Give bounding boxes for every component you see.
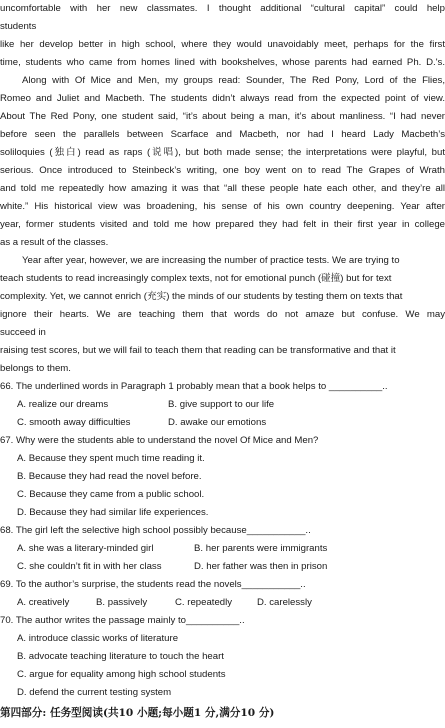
passage-line: white.” His historical view was broadening, his sense of his own country deepening. Year after xyxy=(0,201,445,212)
question-stem: 69. To the author’s surprise, the students read the novels___________.. xyxy=(0,579,306,590)
answer-option: C. argue for equality among high school students xyxy=(17,669,226,680)
answer-option: D. Because they had similar life experiences. xyxy=(17,507,209,518)
passage-line: uncomfortable with her new classmates. I thought additional “cultural capital” could help xyxy=(0,3,445,14)
passage-line: Along with Of Mice and Men, my groups read: Sounder, The Red Pony, Lord of the Flies, xyxy=(22,75,445,86)
passage-line: Romeo and Juliet and Macbeth. The students didn’t always read from the expected point of view. xyxy=(0,93,445,104)
passage-line: as a result of the classes. xyxy=(0,237,109,248)
passage-line: ignore their hearts. We are teaching them that words do not amaze but confuse. We may xyxy=(0,309,445,320)
question-stem: 66. The underlined words in Paragraph 1 probably mean that a book helps to __________.. xyxy=(0,381,388,392)
answer-option: B. Because they had read the novel before. xyxy=(17,471,202,482)
passage-line: Year after year, however, we are increasing the number of practice tests. We are trying to xyxy=(22,255,400,266)
passage-line: belongs to them. xyxy=(0,363,71,374)
answer-option: A. Because they spent much time reading it. xyxy=(17,453,205,464)
answer-option: D. awake our emotions xyxy=(168,417,267,428)
question-stem: 67. Why were the students able to understand the novel Of Mice and Men? xyxy=(0,435,319,446)
answer-option: D. defend the current testing system xyxy=(17,687,172,698)
answer-option: A. she was a literary-minded girl xyxy=(17,543,154,554)
passage-line: complexity. Yet, we cannot enrich (充实) the minds of our students by testing them on texts that xyxy=(0,291,403,302)
answer-option: C. Because they came from a public school. xyxy=(17,489,205,500)
question-stem: 68. The girl left the selective high school possibly because___________.. xyxy=(0,525,311,536)
question-stem: 70. The author writes the passage mainly to__________.. xyxy=(0,615,245,626)
section-heading: 第四部分: 任务型阅读(共10 小题;每小题1 分,满分10 分) xyxy=(0,707,275,719)
answer-option: A. creatively xyxy=(17,597,70,608)
answer-option: C. repeatedly xyxy=(175,597,233,608)
passage-line: and told me repeatedly how amazing it was that “all these people hate each other, and they’re all xyxy=(0,183,445,194)
answer-option: D. carelessly xyxy=(257,597,312,608)
answer-option: B. give support to our life xyxy=(168,399,275,410)
passage-line: before seen the parallels between Scarface and Macbeth, nor had I heard Lady Macbeth’s xyxy=(0,129,445,140)
answer-option: B. her parents were immigrants xyxy=(194,543,328,554)
answer-option: D. her father was then in prison xyxy=(194,561,328,572)
passage-line: About The Red Pony, one student said, “it’s about being a man, it’s about manliness. “I had never xyxy=(0,111,445,122)
answer-option: B. passively xyxy=(96,597,148,608)
passage-line: students xyxy=(0,21,37,32)
answer-option: C. smooth away difficulties xyxy=(17,417,131,428)
answer-option: C. she couldn’t fit in with her class xyxy=(17,561,162,572)
passage-line: soliloquies (独白) read as raps (说唱), but both made sense; the interpretations were playful, but xyxy=(0,147,445,158)
answer-option: B. advocate teaching literature to touch the heart xyxy=(17,651,224,662)
passage-line: succeed in xyxy=(0,327,46,338)
passage-line: time, students who came from homes lined with bookshelves, whose parents had earned Ph. D.'s. xyxy=(0,57,445,68)
passage-line: raising test scores, but we will fail to teach them that reading can be transformative and that it xyxy=(0,345,396,356)
passage-line: serious. Once introduced to Steinbeck’s writing, one boy went on to read The Grapes of Wrath xyxy=(0,165,445,176)
passage-line: like her develop better in high school, where they would unavoidably meet, perhaps for the first xyxy=(0,39,445,50)
answer-option: A. introduce classic works of literature xyxy=(17,633,179,644)
passage-line: teach students to read increasingly complex texts, not for emotional punch (碰撞) but for text xyxy=(0,273,392,284)
answer-option: A. realize our dreams xyxy=(17,399,109,410)
passage-line: year, former students visited and told me how prepared they had felt in their first year in college xyxy=(0,219,445,230)
